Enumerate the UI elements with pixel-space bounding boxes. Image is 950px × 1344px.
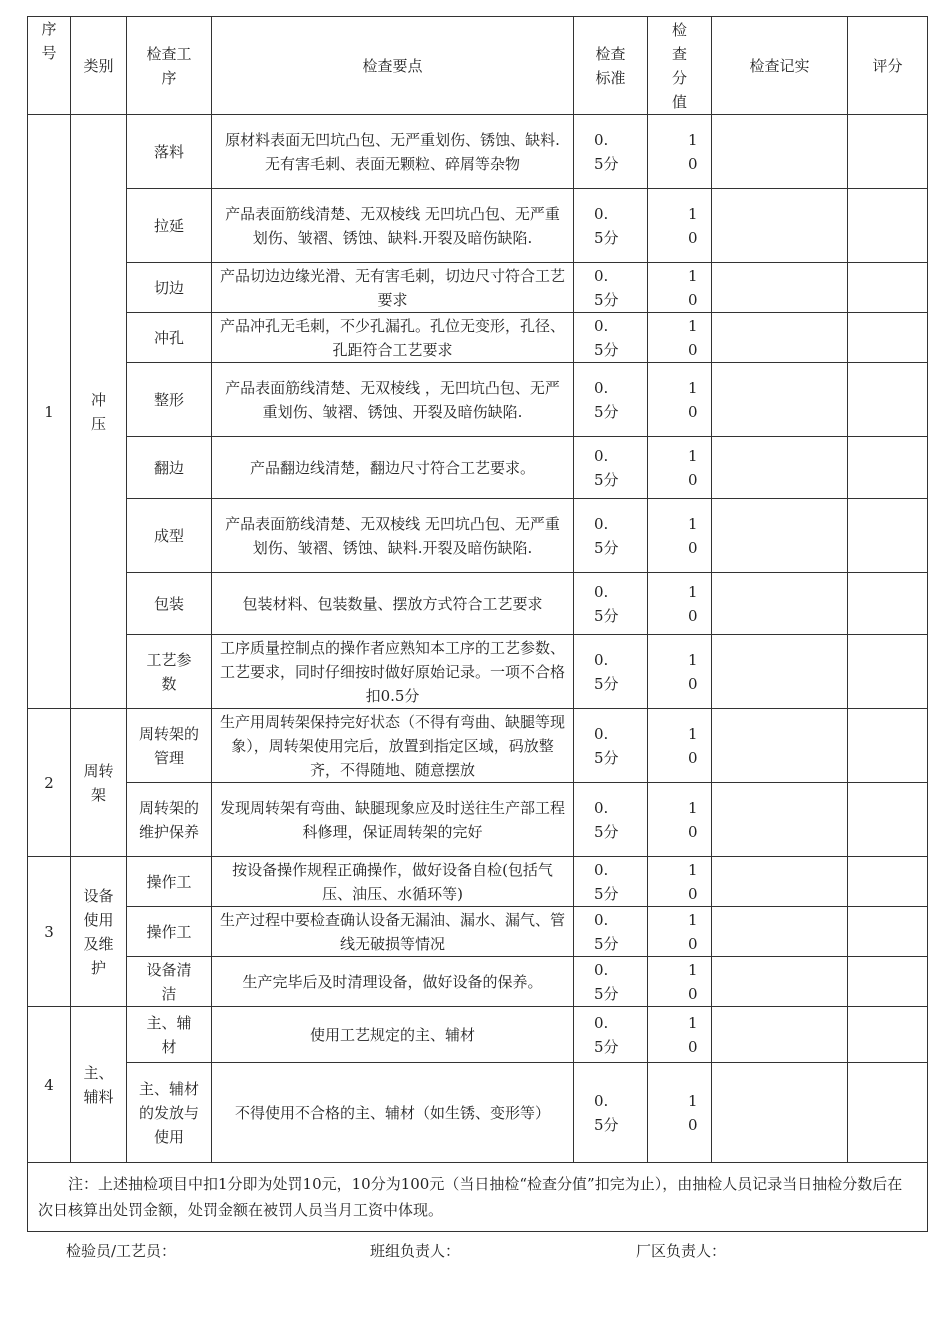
standard-cell: 0. 5分 [574, 499, 648, 573]
inspection-table [27, 16, 928, 1232]
record-cell [712, 1007, 848, 1063]
standard-cell: 0. 5分 [574, 635, 648, 709]
score-value-cell: 1 0 [648, 857, 712, 907]
rating-cell [848, 635, 928, 709]
process-cell: 拉延 [127, 189, 212, 263]
group-category: 设备使用及维护 [71, 857, 127, 1007]
table-row [28, 115, 928, 189]
group-seq: 4 [28, 1007, 71, 1163]
rating-cell [848, 437, 928, 499]
rating-cell [848, 115, 928, 189]
table-row [28, 1063, 928, 1163]
table-row [28, 573, 928, 635]
points-cell: 产品冲孔无毛刺，不少孔漏孔。孔位无变形，孔径、孔距符合工艺要求 [212, 313, 574, 363]
record-cell [712, 857, 848, 907]
process-cell: 落料 [127, 115, 212, 189]
process-cell: 操作工 [127, 857, 212, 907]
process-cell: 主、辅材的发放与使用 [127, 1063, 212, 1163]
points-cell: 发现周转架有弯曲、缺腿现象应及时送往生产部工程科修理，保证周转架的完好 [212, 783, 574, 857]
score-value-cell: 1 0 [648, 115, 712, 189]
note-row [28, 1163, 928, 1232]
process-cell: 周转架的维护保养 [127, 783, 212, 857]
table-row [28, 1007, 928, 1063]
plant-manager-label: 厂区负责人： [636, 1242, 727, 1260]
table-row [28, 263, 928, 313]
header-standard: 检查标准 [574, 17, 648, 115]
record-cell [712, 709, 848, 783]
record-cell [712, 263, 848, 313]
standard-cell: 0. 5分 [574, 783, 648, 857]
standard-cell: 0. 5分 [574, 363, 648, 437]
standard-cell: 0. 5分 [574, 437, 648, 499]
team-leader-label: 班组负责人： [370, 1242, 461, 1260]
score-value-cell: 1 0 [648, 957, 712, 1007]
points-cell: 工序质量控制点的操作者应熟知本工序的工艺参数、工艺要求，同时仔细按时做好原始记录。一项不合格扣0.5分 [212, 635, 574, 709]
points-cell: 按设备操作规程正确操作，做好设备自检(包括气压、油压、水循环等) [212, 857, 574, 907]
standard-cell: 0. 5分 [574, 957, 648, 1007]
score-value-cell: 1 0 [648, 263, 712, 313]
header-category: 类别 [71, 17, 127, 115]
record-cell [712, 635, 848, 709]
process-cell: 周转架的管理 [127, 709, 212, 783]
header-row [28, 17, 928, 115]
rating-cell [848, 709, 928, 783]
rating-cell [848, 313, 928, 363]
record-cell [712, 1063, 848, 1163]
header-rating: 评分 [848, 17, 928, 115]
score-value-cell: 1 0 [648, 709, 712, 783]
table-row [28, 363, 928, 437]
points-cell: 产品表面筋线清楚、无双棱线 无凹坑凸包、无严重划伤、皱褶、锈蚀、缺料.开裂及暗伤缺陷. [212, 189, 574, 263]
process-cell: 设备清洁 [127, 957, 212, 1007]
score-value-cell: 1 0 [648, 1063, 712, 1163]
process-cell: 切边 [127, 263, 212, 313]
score-value-cell: 1 0 [648, 437, 712, 499]
points-cell: 产品翻边线清楚，翻边尺寸符合工艺要求。 [212, 437, 574, 499]
header-seq: 序号 [28, 17, 71, 115]
standard-cell: 0. 5分 [574, 573, 648, 635]
table-row [28, 907, 928, 957]
points-cell: 生产用周转架保持完好状态（不得有弯曲、缺腿等现象），周转架使用完后，放置到指定区域，码放整齐，不得随地、随意摆放 [212, 709, 574, 783]
score-value-cell: 1 0 [648, 1007, 712, 1063]
record-cell [712, 907, 848, 957]
standard-cell: 0. 5分 [574, 907, 648, 957]
header-score-value: 检查分值 [648, 17, 712, 115]
standard-cell: 0. 5分 [574, 709, 648, 783]
points-cell: 产品表面筋线清楚、无双棱线 ，无凹坑凸包、无严重划伤、皱褶、锈蚀、开裂及暗伤缺陷. [212, 363, 574, 437]
points-cell: 产品切边边缘光滑、无有害毛刺，切边尺寸符合工艺要求 [212, 263, 574, 313]
record-cell [712, 363, 848, 437]
standard-cell: 0. 5分 [574, 189, 648, 263]
rating-cell [848, 499, 928, 573]
score-value-cell: 1 0 [648, 573, 712, 635]
process-cell: 工艺参数 [127, 635, 212, 709]
points-cell: 包装材料、包装数量、摆放方式符合工艺要求 [212, 573, 574, 635]
process-cell: 翻边 [127, 437, 212, 499]
score-value-cell: 1 0 [648, 907, 712, 957]
table-row [28, 957, 928, 1007]
record-cell [712, 957, 848, 1007]
points-cell: 产品表面筋线清楚、无双棱线 无凹坑凸包、无严重划伤、皱褶、锈蚀、缺料.开裂及暗伤缺陷. [212, 499, 574, 573]
record-cell [712, 115, 848, 189]
group-category: 冲压 [71, 115, 127, 709]
process-cell: 包装 [127, 573, 212, 635]
record-cell [712, 499, 848, 573]
process-cell: 成型 [127, 499, 212, 573]
header-process: 检查工序 [127, 17, 212, 115]
standard-cell: 0. 5分 [574, 1063, 648, 1163]
points-cell: 使用工艺规定的主、辅材 [212, 1007, 574, 1063]
standard-cell: 0. 5分 [574, 313, 648, 363]
score-value-cell: 1 0 [648, 635, 712, 709]
score-value-cell: 1 0 [648, 189, 712, 263]
record-cell [712, 437, 848, 499]
record-cell [712, 313, 848, 363]
record-cell [712, 189, 848, 263]
rating-cell [848, 783, 928, 857]
rating-cell [848, 857, 928, 907]
rating-cell [848, 189, 928, 263]
score-value-cell: 1 0 [648, 783, 712, 857]
standard-cell: 0. 5分 [574, 1007, 648, 1063]
score-value-cell: 1 0 [648, 363, 712, 437]
process-cell: 主、辅材 [127, 1007, 212, 1063]
rating-cell [848, 1063, 928, 1163]
points-cell: 生产完毕后及时清理设备，做好设备的保养。 [212, 957, 574, 1007]
rating-cell [848, 907, 928, 957]
points-cell: 不得使用不合格的主、辅材（如生锈、变形等） [212, 1063, 574, 1163]
note-text: 注：上述抽检项目中扣1分即为处罚10元，10分为100元（当日抽检“检查分值”扣完为止），由抽检人员记录当日抽检分数后在次日核算出处罚金额，处罚金额在被罚人员当月工资中体现。 [28, 1163, 928, 1232]
table-row [28, 709, 928, 783]
table-row [28, 857, 928, 907]
header-points: 检查要点 [212, 17, 574, 115]
rating-cell [848, 1007, 928, 1063]
rating-cell [848, 363, 928, 437]
group-seq: 3 [28, 857, 71, 1007]
group-seq: 2 [28, 709, 71, 857]
table-row [28, 635, 928, 709]
inspector-label: 检验员/工艺员： [66, 1242, 177, 1260]
process-cell: 操作工 [127, 907, 212, 957]
score-value-cell: 1 0 [648, 313, 712, 363]
record-cell [712, 783, 848, 857]
table-row [28, 313, 928, 363]
table-row [28, 783, 928, 857]
group-category: 主、辅料 [71, 1007, 127, 1163]
standard-cell: 0. 5分 [574, 263, 648, 313]
process-cell: 整形 [127, 363, 212, 437]
process-cell: 冲孔 [127, 313, 212, 363]
record-cell [712, 573, 848, 635]
rating-cell [848, 263, 928, 313]
points-cell: 生产过程中要检查确认设备无漏油、漏水、漏气、管线无破损等情况 [212, 907, 574, 957]
group-category: 周转架 [71, 709, 127, 857]
standard-cell: 0. 5分 [574, 857, 648, 907]
standard-cell: 0. 5分 [574, 115, 648, 189]
table-row [28, 189, 928, 263]
score-value-cell: 1 0 [648, 499, 712, 573]
points-cell: 原材料表面无凹坑凸包、无严重划伤、锈蚀、缺料.无有害毛刺、表面无颗粒、碎屑等杂物 [212, 115, 574, 189]
table-row [28, 437, 928, 499]
table-row [28, 499, 928, 573]
rating-cell [848, 573, 928, 635]
rating-cell [848, 957, 928, 1007]
header-record: 检查记实 [712, 17, 848, 115]
group-seq: 1 [28, 115, 71, 709]
